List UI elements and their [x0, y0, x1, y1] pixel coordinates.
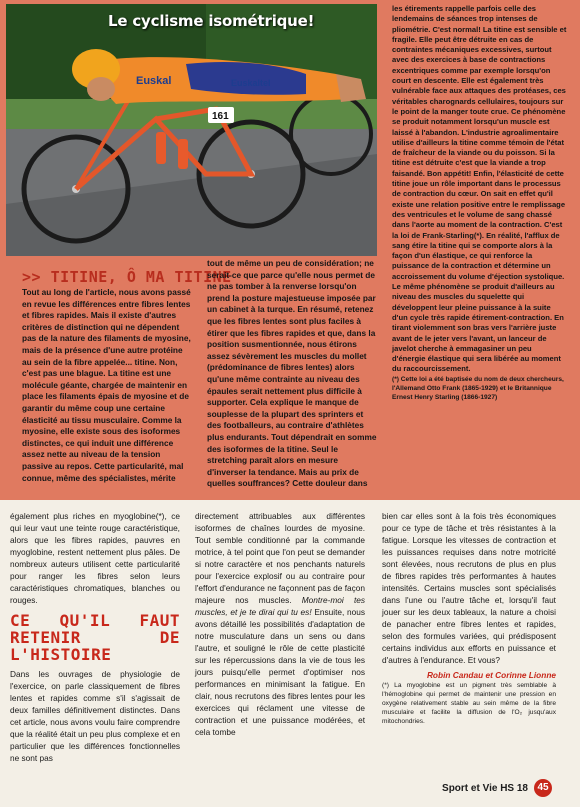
page-footer: [442, 779, 552, 797]
cyclist-photo: [6, 4, 377, 256]
lower-quote: Montre-moi tes muscles, et je te dirai qui tu es!: [195, 595, 366, 617]
lower-paragraph-3: [195, 510, 365, 738]
history-heading: CE QU'IL FAUT RETENIR DE L'HISTOIRE: [10, 611, 180, 664]
titine-paragraph-1: Tout au long de l'article, nous avons passé en revue les différences entre fibres lentes et fibres rapides. Mais il existe d'autres critères de distinction qui ne dépendent pas de la nature des filaments de myosine, mais de la présence d'une autre protéine au sein de la fibre appelée... titine. Non, c'est pas une blague. La titine est une molécule géante, chargée de maintenir en place les filaments épais de myosine et de garantir du même coup une certaine élasticité au tissu musculaire. Comme la myosine, elle existe sous des isoformes distinctes, ce qui induit une différence assez nette au niveau de la tension passive au repos. Cette particularité, mal connue, même des spécialistes, mérite: [22, 287, 191, 483]
lower-paragraph-1: également plus riches en myoglobine(*), ce qui leur vaut une teinte rouge caractéristique, alors que les fibres rapides, pauvres en myoglobine, restent nettement plus pâles. De nombreux auteurs utilisent cette particularité pour ranger les fibres selon leurs caractéristiques chromatiques, blanches ou rouges.: [10, 511, 180, 605]
lower-text-a: directement attribuables aux différentes isoformes de chaînes lourdes de myosine. Tout semble conditionné par la commande motrice, à tel point que l'on peut se demander si notre caractère et nos penchants naturels pour l'exercice explosif ou au contraire pour l'effort d'endurance ne façonnent pas de façon majeure nos muscles.: [195, 511, 366, 605]
page-number: 45: [534, 779, 552, 797]
section-heading-titine: >> TITINE, Ô MA TITINE: [22, 268, 232, 286]
jersey-text: Euskal: [136, 75, 172, 87]
lower-paragraph-4: bien car elles sont à la fois très économiques pour ce type de tâche et très résistantes à la fatigue. Lorsque les vitesses de contraction et les puissances requises dans notre motricité sont élevées, nous recrutons de plus en plus de fibres rapides très performantes à hautes intensités. Certains muscles sont spécialisés dans l'une ou l'autre tâche et, lorsqu'il faut jouer sur les deux tableaux, la nature a choisi de panacher entre fibres lentes et rapides, selon des formules variées, qui prédisposent certains individus aux efforts en puissance et d'autres à l'endurance. Et vous?: [382, 511, 556, 665]
magazine-name: Sport et Vie HS 18: [442, 782, 528, 794]
jersey-text-2: Euskaltel: [231, 78, 271, 88]
lower-column-1: [10, 510, 180, 764]
lower-text-b: Ensuite, nous avons détaillé les possibilités d'adaptation de notre musculature dans un sens ou dans l'autre, et souligné le rôle de cette plasticité sur les répercussions dans la vie de tous les jours puisqu'elle permet d'optimiser nos performances en minimisant la fatigue. En clair, nous recrutons des fibres lentes pour les exercices qui réclament une vitesse de contraction et une puissance modérées, et cela tombe: [195, 607, 366, 737]
myoglobin-footnote: (*) La myoglobine est un pigment très semblable à l'hémoglobine qui permet de maintenir une pression en oxygène relativement stable au sein même de la fibre musculaire et facilite la diffusion de l'O₂ jusqu'aux mitochondries.: [382, 682, 556, 725]
lower-column-3: [382, 510, 556, 726]
titine-paragraph-3: les étirements rappelle parfois celle des lendemains de séances trop intenses de pliométrie. C'est normal! La titine est sensible et fragile. Elle peut être détruite en cas de contraintes mécaniques excessives, surtout avec des exercices à base de contractions excentriques comme par exemple lorsqu'on court en descente. Elle est également très vulnérable face aux attaques des protéases, ces véritables charognards cellulaires, toujours sur le point de la manger toute crue. Ce phénomène se produit notamment lorsqu'un muscle est laissé à l'abandon. L'industrie agroalimentaire utilise d'ailleurs la titine comme témoin de l'état de fraîcheur de la viande ou du poisson. Si la titine est détruite c'est que la viande a trop faisandé. Bon appétit! Enfin, l'élasticité de cette titine joue un rôle important dans le processus de contraction du cœur. On sait en effet qu'il existe une relation positive entre le remplissage des ventricules et le volume de sang chassé dans l'aorte au moment de la contraction. C'est la loi de Frank-Starling(*). En réalité, l'afflux de sang étire la titine qui se comporte alors à la façon d'un élastique, ce qui renforce la puissance de la contraction et détermine un accroissement du volume d'éjection systolique. Le même phénomène se produit d'ailleurs au niveau des muscles du squelette qui développent leur pleine puissance à la suite d'un cycle très rapide étirement-contraction. En tirant violemment son bras vers l'arrière juste avant de le jeter vers l'avant, un lanceur de javelot cherche à emmagasiner un peu d'énergie élastique qui sera libérée au moment du raccourcissement.: [392, 4, 567, 374]
titine-column-2: [207, 258, 377, 490]
photo-title: Le cyclisme isométrique!: [108, 12, 315, 30]
titine-paragraph-2: tout de même un peu de considération; ne serait-ce que parce qu'elle nous permet de ne pas tomber à la renverse lorsqu'on prend la posture majestueuse imposée par un cabinet à la turque. En résumé, retenez que les fibres lentes sont plus faciles à étirer que les fibres rapides et que, dans la position susmentionnée, nous étirons assez sévèrement les muscles du mollet (prédominance de fibres lentes) alors qu'une même contrainte au niveau des épaules serait nettement plus difficile à supporter. Cela explique le manque de souplesse de la plupart des sprinters et des footballeurs, au contraire d'athlètes plus endurants. Tout dépendrait en somme des isoformes de la titine. Seul le stretching paraît alors en mesure d'inverser la tendance. Mais au prix de quelles souffrances? Cette douleur dans: [207, 258, 377, 489]
titine-footnote: (*) Cette loi a été baptisée du nom de deux chercheurs, l'Allemand Otto Frank (1865-1929) et le Britannique Ernest Henry Starling (1866-1927): [392, 375, 564, 401]
author-signature: Robin Candau et Corinne Lionne: [426, 670, 556, 680]
titine-column-1: [22, 287, 192, 484]
cyclist-illustration: [6, 4, 377, 256]
race-number: 161: [212, 111, 229, 122]
titine-column-3: [392, 4, 567, 402]
lower-column-2: [195, 510, 365, 738]
lower-paragraph-2: Dans les ouvrages de physiologie de l'exercice, on parle classiquement de fibres lentes et rapides comme s'il s'agissait de deux familles définitivement distinctes. Dans cet article, nous avons voulu faire comprendre que la réalité était un peu plus complexe et en particulier que les différences fonctionnelles ne sont pas: [10, 669, 180, 763]
